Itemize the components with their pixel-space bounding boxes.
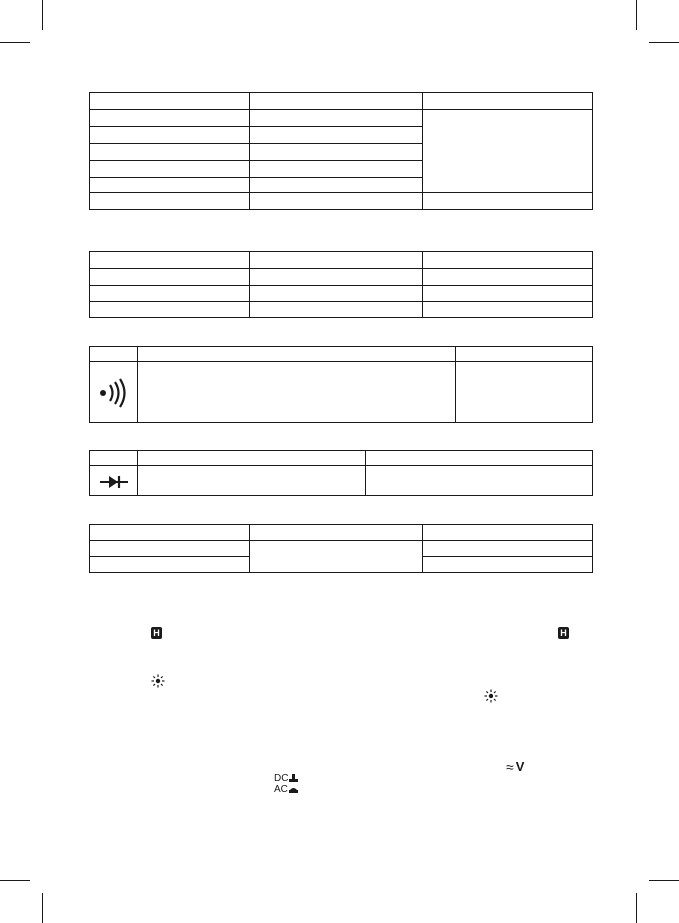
table-cell: [90, 127, 250, 144]
table-cell: [250, 161, 423, 178]
table-cell: [423, 193, 593, 210]
crop-mark: [0, 880, 30, 881]
table-cell: [90, 161, 250, 178]
dc-indicator: [274, 773, 298, 784]
ac-label: AC: [274, 784, 288, 795]
spec-table-1: [89, 92, 593, 210]
table-cell: [250, 127, 423, 144]
crop-mark: [636, 0, 637, 30]
table-cell: [250, 93, 423, 110]
table-cell-merged: [250, 541, 423, 573]
table-cell: [138, 347, 456, 362]
sun-icon: [484, 689, 498, 703]
table-cell: [250, 110, 423, 127]
table-cell: [423, 93, 593, 110]
crop-mark: [42, 0, 43, 30]
table-cell: [90, 347, 138, 362]
table-cell: [423, 252, 593, 269]
spec-table-3: [89, 346, 593, 423]
table-cell: [90, 269, 250, 286]
table-cell: [250, 193, 423, 210]
volt-label: V: [515, 759, 525, 774]
crop-mark: [42, 893, 43, 923]
table-cell-merged: [423, 110, 593, 193]
continuity-buzzer-icon: [89, 376, 139, 410]
ac-indicator: [274, 784, 298, 795]
hold-icon: H: [151, 627, 162, 639]
table-cell: [90, 525, 250, 541]
spec-table-5: [89, 524, 593, 573]
table-cell: [250, 269, 423, 286]
diode-icon: [89, 469, 139, 495]
table-cell: [90, 541, 250, 557]
table-cell: [90, 110, 250, 127]
table-cell: [423, 541, 593, 557]
crop-mark: [649, 42, 679, 43]
table-cell: [366, 451, 593, 466]
table-cell: [250, 252, 423, 269]
table-cell: [250, 178, 423, 193]
table-cell: [90, 302, 250, 318]
dc-icon: [289, 774, 298, 783]
sun-icon: [151, 674, 165, 688]
table-cell: [250, 525, 423, 541]
table-cell: [90, 252, 250, 269]
table-cell: [138, 451, 366, 466]
dc-label: DC: [274, 773, 289, 784]
table-cell: [423, 557, 593, 573]
spec-table-2: [89, 251, 593, 318]
table-cell: [138, 362, 456, 423]
approx-symbol: ≈: [506, 759, 514, 775]
table-cell: [250, 286, 423, 302]
hold-icon: H: [558, 627, 569, 639]
table-cell: [138, 466, 366, 496]
table-cell: [90, 178, 250, 193]
table-cell: [456, 347, 593, 362]
spec-table-4: [89, 450, 593, 496]
crop-mark: [636, 893, 637, 923]
table-cell: [90, 93, 250, 110]
crop-mark: [0, 42, 30, 43]
table-cell: [90, 286, 250, 302]
table-cell: [90, 557, 250, 573]
table-cell: [423, 286, 593, 302]
table-cell: [250, 144, 423, 161]
crop-mark: [649, 880, 679, 881]
table-cell: [456, 362, 593, 423]
table-cell: [366, 466, 593, 496]
table-cell: [423, 269, 593, 286]
table-cell: [423, 525, 593, 541]
ac-icon: [289, 785, 298, 794]
ac-volt-symbol: [506, 760, 524, 774]
table-cell: [90, 451, 138, 466]
table-cell: [423, 302, 593, 318]
table-cell: [90, 193, 250, 210]
table-cell: [90, 144, 250, 161]
table-cell: [250, 302, 423, 318]
